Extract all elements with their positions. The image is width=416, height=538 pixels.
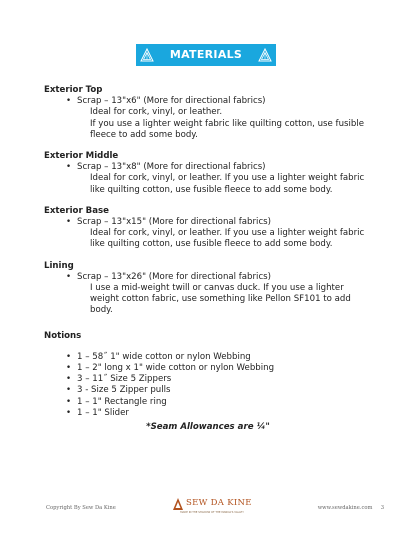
bullet-text: Scrap – 13"x8" (More for directional fabrics) — [77, 162, 266, 173]
sew-da-kine-logo — [172, 497, 252, 517]
section-note: Ideal for cork, vinyl, or leather. If you use a lighter weight fabric like quilting cotton, use fusible fleece to add some body. — [90, 228, 365, 250]
bullet-text: 3 - Size 5 Zipper pulls — [77, 385, 171, 396]
page-number: 3 — [380, 505, 384, 511]
bullet-dot: • — [66, 385, 72, 396]
materials-content — [44, 85, 374, 419]
bullet-dot: • — [66, 396, 72, 407]
bullet-text: 1 – 1" Rectangle ring — [77, 396, 167, 407]
section-exterior-middle — [44, 151, 374, 196]
section-exterior-base — [44, 206, 374, 251]
banner-title: MATERIALS — [169, 48, 243, 61]
logo-text: SEW DA KINE — [186, 498, 252, 508]
section-lining — [44, 261, 374, 317]
section-heading: Exterior Base — [44, 205, 109, 216]
bullet-text: 1 – 1" Slider — [77, 407, 129, 418]
list-item — [44, 363, 374, 374]
section-note: If you use a lighter weight fabric like quilting cotton, use fusible fleece to add some body. — [90, 118, 365, 140]
bullet-text: Scrap – 13"x26" (More for directional fabrics) — [77, 271, 271, 282]
logo-mark-icon — [172, 497, 184, 511]
quilt-triangle-icon — [258, 48, 272, 62]
bullet-dot: • — [66, 363, 72, 374]
bullet-dot: • — [66, 374, 72, 385]
logo-tagline: MADE IN THE SHADOW OF THE MANOA'S VALLEY — [180, 511, 244, 514]
section-note: Ideal for cork, vinyl, or leather. — [90, 107, 223, 118]
bullet-dot: • — [66, 351, 72, 362]
bullet-text: Scrap – 13"x15" (More for directional fabrics) — [77, 217, 271, 228]
footer-copyright: Copyright By Sew Da Kine — [46, 505, 116, 511]
bullet-dot: • — [66, 162, 72, 173]
list-item — [44, 374, 374, 385]
list-item — [44, 397, 374, 408]
bullet-text: Scrap – 13"x6" (More for directional fabrics) — [77, 96, 266, 107]
bullet-text: 3 – 11˝ Size 5 Zippers — [77, 374, 172, 385]
list-item — [44, 408, 374, 419]
bullet-text: 1 – 58˝ 1" wide cotton or nylon Webbing — [77, 351, 251, 362]
list-item — [44, 272, 374, 283]
section-note: Ideal for cork, vinyl, or leather. If you use a lighter weight fabric like quilting cotton, use fusible fleece to add some body. — [90, 173, 365, 195]
section-heading: Exterior Top — [44, 85, 103, 95]
footer-right — [318, 505, 384, 511]
bullet-dot: • — [66, 217, 72, 228]
bullet-dot: • — [66, 96, 72, 107]
list-item — [44, 162, 374, 173]
list-item — [44, 385, 374, 396]
seam-allowance-note: *Seam Allowances are ¼" — [146, 422, 270, 432]
list-item — [44, 96, 374, 107]
list-item — [44, 352, 374, 363]
footer-website: www.sewdakine.com — [317, 505, 373, 511]
section-heading: Lining — [44, 260, 74, 271]
section-note: I use a mid-weight twill or canvas duck. If you use a lighter weight cotton fabric, use something like Pellon SF101 to add body. — [90, 283, 351, 316]
bullet-dot: • — [66, 271, 72, 282]
section-exterior-top — [44, 85, 374, 141]
section-heading: Exterior Middle — [44, 151, 119, 162]
bullet-dot: • — [66, 407, 72, 418]
materials-banner — [136, 44, 276, 66]
section-notions — [44, 331, 374, 419]
section-heading: Notions — [44, 330, 82, 341]
bullet-text: 1 – 2" long x 1" wide cotton or nylon Webbing — [77, 363, 275, 374]
list-item — [44, 217, 374, 228]
